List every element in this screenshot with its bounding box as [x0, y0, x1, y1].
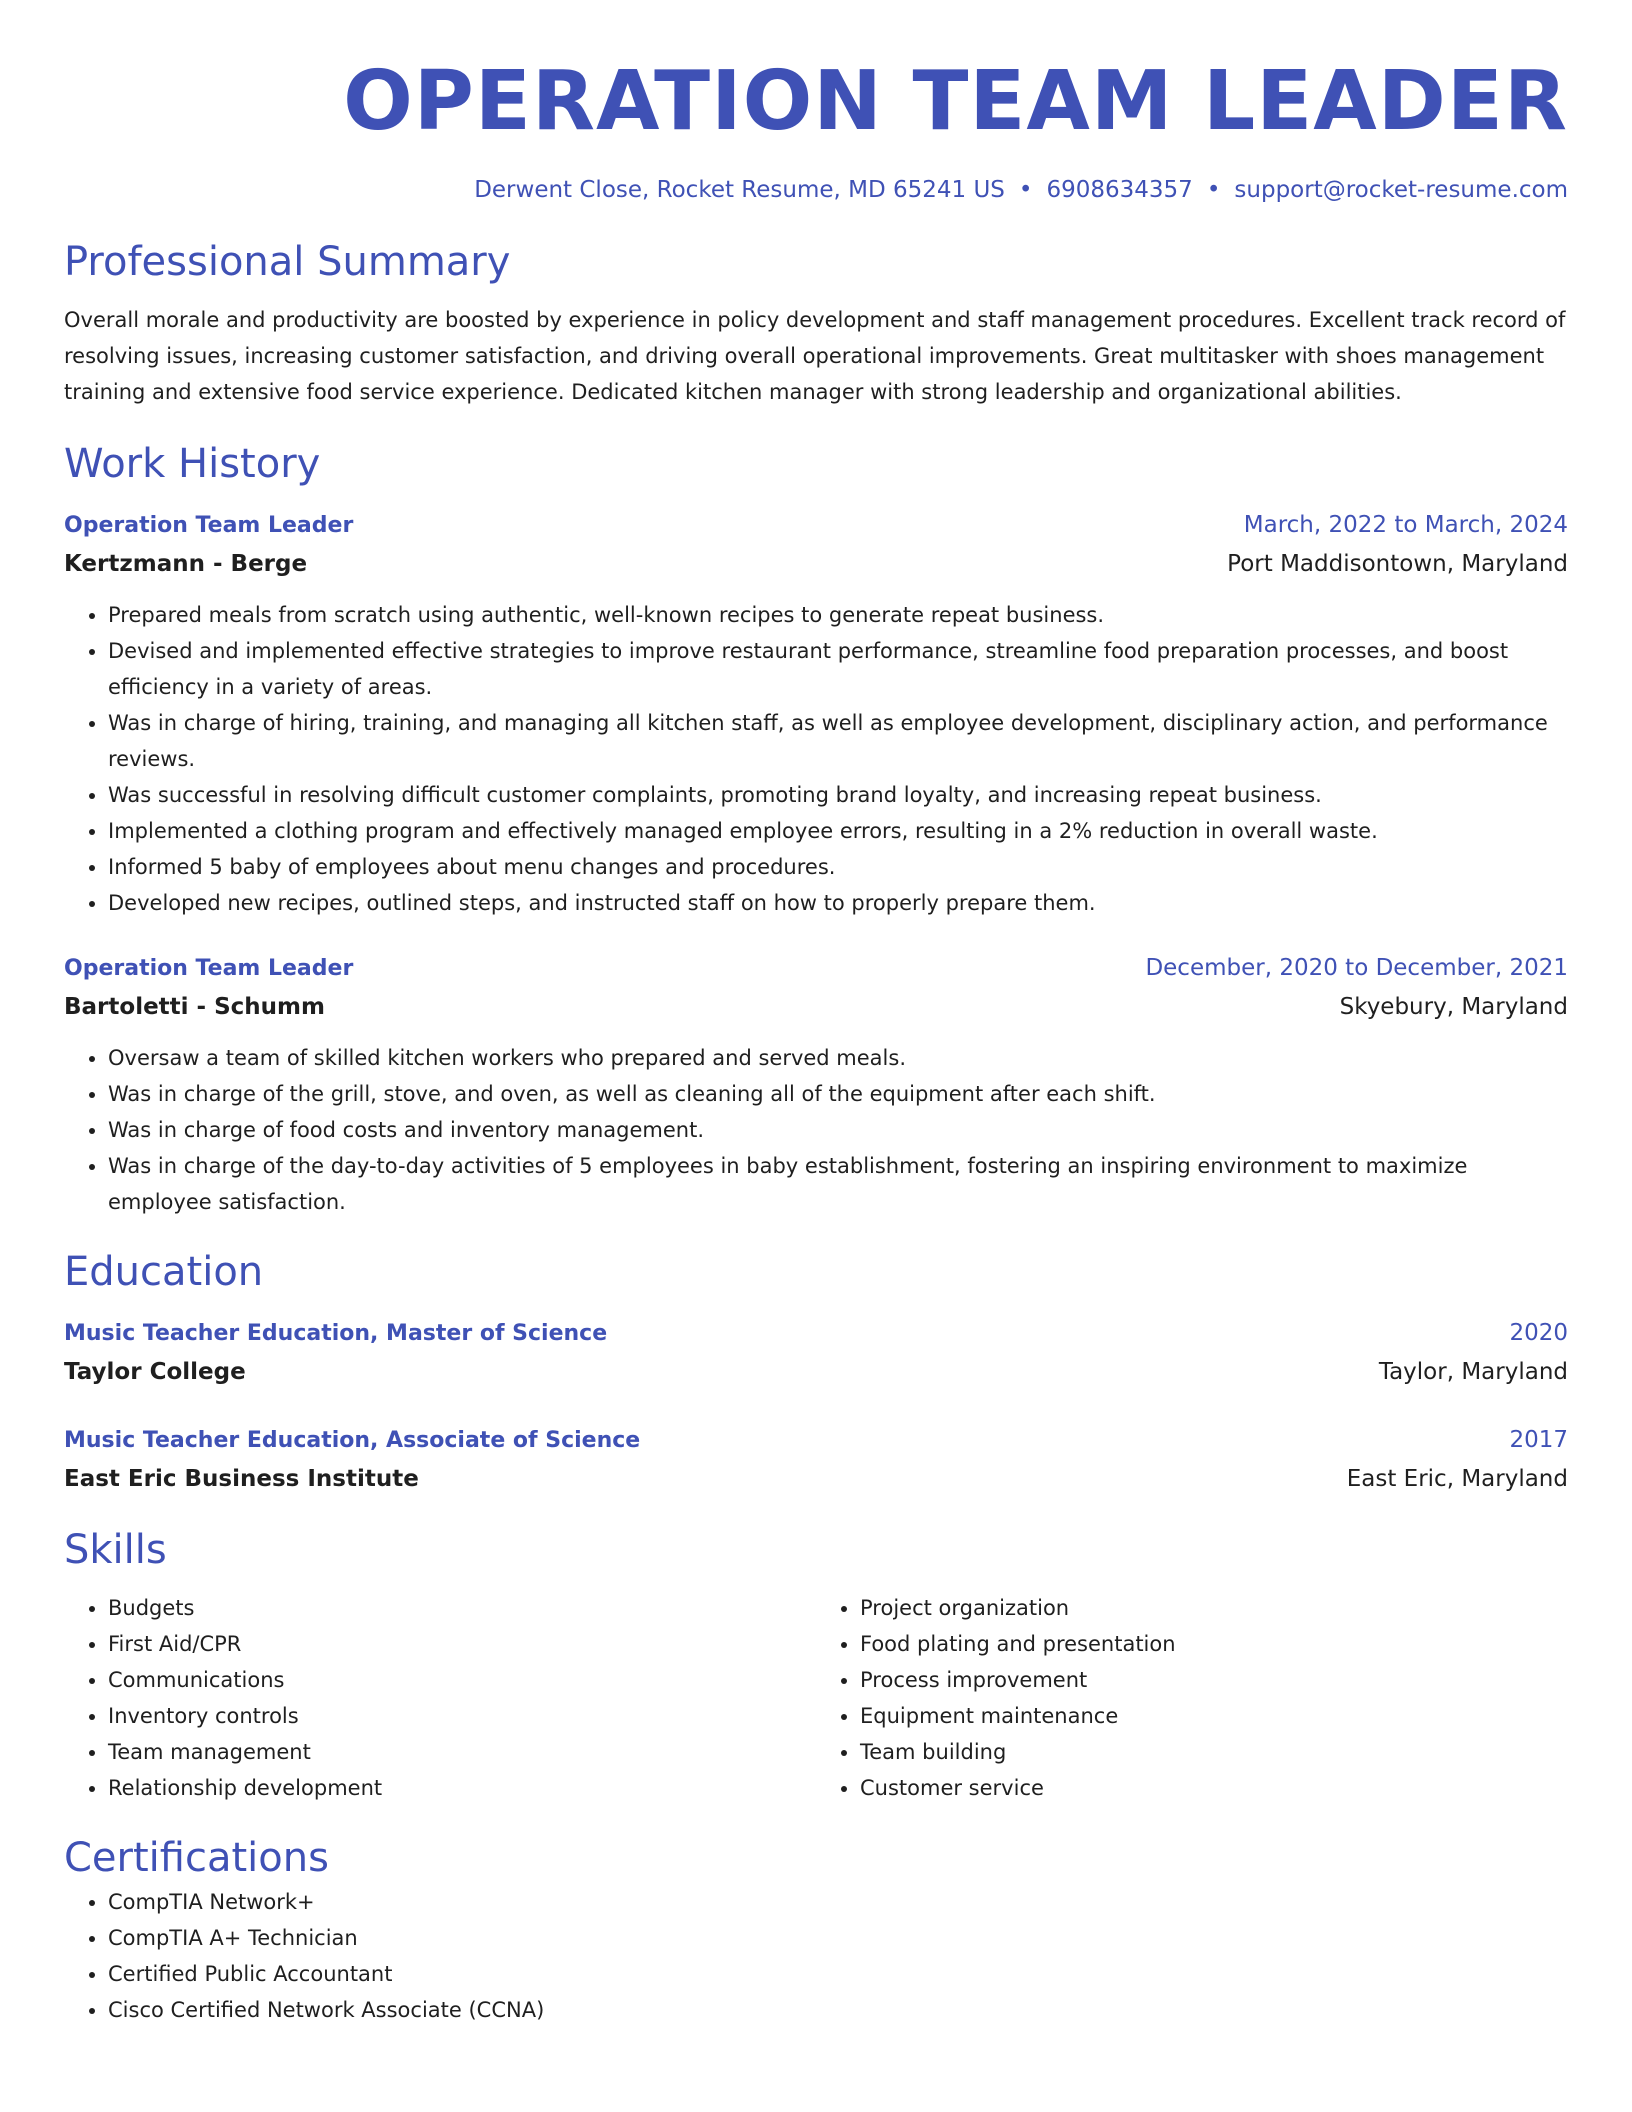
contact-line: [64, 174, 1568, 206]
education-entry: [64, 1421, 1568, 1498]
skill-item: • Budgets: [108, 1590, 816, 1626]
degree: Music Teacher Education, Associate of Science: [64, 1428, 641, 1453]
job-bullets: [64, 1040, 1568, 1220]
skill-item: • Communications: [108, 1662, 816, 1698]
job-bullet: • Informed 5 baby of employees about menu changes and procedures.: [108, 849, 1568, 885]
certifications-list: [64, 1884, 1568, 2028]
section-title-certifications: Certifications: [64, 1835, 329, 1881]
job-bullet: • Implemented a clothing program and effectively managed employee errors, resulting in a 2% reduction in overall waste.: [108, 813, 1568, 849]
school-location: Taylor, Maryland: [1378, 1359, 1568, 1385]
skill-item: • Project organization: [860, 1590, 1568, 1626]
graduation-year: 2020: [1509, 1320, 1568, 1346]
job-bullet: • Was in charge of food costs and inventory management.: [108, 1112, 1568, 1148]
skills-column-right: [816, 1590, 1568, 1806]
school-name: Taylor College: [64, 1359, 246, 1385]
job-bullets: [64, 597, 1568, 921]
certification-item: • CompTIA Network+: [108, 1884, 1568, 1920]
section-title-work-history: Work History: [64, 441, 321, 487]
job-bullet: • Was in charge of the grill, stove, and oven, as well as cleaning all of the equipment after each shift.: [108, 1076, 1568, 1112]
certification-item: • Cisco Certified Network Associate (CCNA): [108, 1992, 1568, 2028]
certification-item: • Certified Public Accountant: [108, 1956, 1568, 1992]
skill-item: • Relationship development: [108, 1770, 816, 1806]
job-bullet: • Was in charge of hiring, training, and managing all kitchen staff, as well as employee development, disciplinary action, and performance reviews.: [108, 705, 1568, 777]
school-name: East Eric Business Institute: [64, 1466, 419, 1492]
skill-item: • Equipment maintenance: [860, 1698, 1568, 1734]
degree: Music Teacher Education, Master of Science: [64, 1321, 608, 1346]
separator-dot: •: [1018, 177, 1033, 203]
skills-list: [64, 1590, 1568, 1806]
skill-item: • Process improvement: [860, 1662, 1568, 1698]
summary-text: Overall morale and productivity are boosted by experience in policy development and staff management procedures. Excellent track record of resolving issues, increasing customer satisfaction, and driving overall operational improvements. Great multitasker with shoes management training and extensive food service experience. Dedicated kitchen manager with strong leadership and organizational abilities.: [64, 308, 1566, 404]
skill-item: • Inventory controls: [108, 1698, 816, 1734]
job-entry: [64, 506, 1568, 921]
company-name: Bartoletti - Schumm: [64, 994, 325, 1020]
skill-item: • Team management: [108, 1734, 816, 1770]
school-location: East Eric, Maryland: [1346, 1466, 1568, 1492]
phone: 6908634357: [1046, 177, 1193, 203]
separator-dot: •: [1206, 177, 1221, 203]
address: Derwent Close, Rocket Resume, MD 65241 US: [474, 177, 1005, 203]
job-bullet: • Prepared meals from scratch using authentic, well-known recipes to generate repeat business.: [108, 597, 1568, 633]
section-title-education: Education: [64, 1249, 264, 1295]
education-entry: [64, 1314, 1568, 1391]
section-title-summary: Professional Summary: [64, 239, 511, 285]
job-bullet: • Devised and implemented effective strategies to improve restaurant performance, streamline food preparation processes, and boost efficiency in a variety of areas.: [108, 633, 1568, 705]
candidate-title: OPERATION TEAM LEADER: [343, 54, 1568, 149]
job-dates: March, 2022 to March, 2024: [1243, 512, 1568, 538]
skill-item: • Food plating and presentation: [860, 1626, 1568, 1662]
job-title: Operation Team Leader: [64, 956, 354, 981]
job-title: Operation Team Leader: [64, 513, 354, 538]
skills-column-left: [64, 1590, 816, 1806]
skill-item: • Team building: [860, 1734, 1568, 1770]
graduation-year: 2017: [1509, 1427, 1568, 1453]
section-title-skills: Skills: [64, 1527, 167, 1573]
certification-item: • CompTIA A+ Technician: [108, 1920, 1568, 1956]
job-dates: December, 2020 to December, 2021: [1145, 955, 1568, 981]
job-bullet: • Was successful in resolving difficult customer complaints, promoting brand loyalty, and increasing repeat business.: [108, 777, 1568, 813]
skill-item: • First Aid/CPR: [108, 1626, 816, 1662]
job-entry: [64, 949, 1568, 1220]
job-location: Skyebury, Maryland: [1339, 994, 1568, 1020]
job-bullet: • Was in charge of the day-to-day activities of 5 employees in baby establishment, fostering an inspiring environment to maximize employee satisfaction.: [108, 1148, 1568, 1220]
job-bullet: • Developed new recipes, outlined steps, and instructed staff on how to properly prepare them.: [108, 885, 1568, 921]
resume-header: [64, 0, 1568, 206]
job-location: Port Maddisontown, Maryland: [1227, 551, 1568, 577]
skill-item: • Customer service: [860, 1770, 1568, 1806]
job-bullet: • Oversaw a team of skilled kitchen workers who prepared and served meals.: [108, 1040, 1568, 1076]
email: support@rocket-resume.com: [1234, 177, 1568, 203]
company-name: Kertzmann - Berge: [64, 551, 308, 577]
